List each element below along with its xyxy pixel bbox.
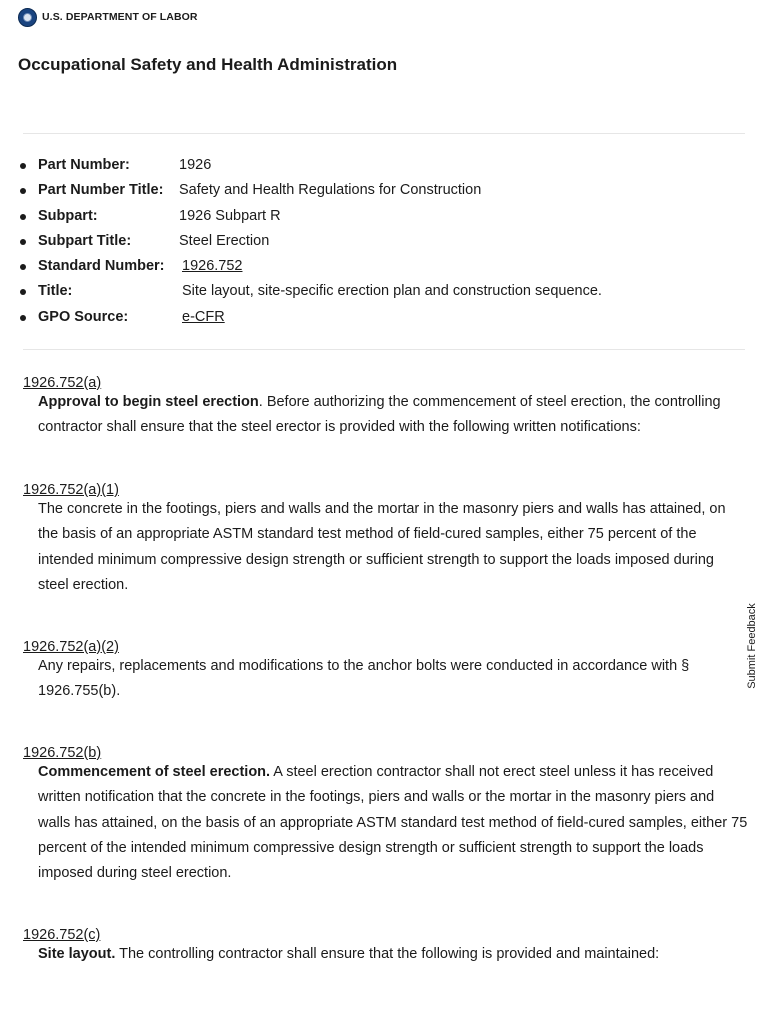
section-heading: Commencement of steel erection. bbox=[38, 764, 271, 780]
meta-label: Part Number Title: bbox=[38, 182, 164, 199]
divider-top bbox=[23, 133, 745, 134]
site-title[interactable]: Occupational Safety and Health Administration bbox=[18, 55, 398, 74]
section-text bbox=[38, 942, 748, 967]
meta-label: Standard Number: bbox=[38, 258, 165, 275]
gpo-source-link[interactable]: e-CFR bbox=[182, 308, 225, 325]
section-body: A steel erection contractor shall not erect steel unless it has received written notification that the concrete in the footings, piers and walls or the mortar in the masonry piers and walls has attained, on the basis of an appropriate ASTM standard test method of field-cured samples, either 75 percent of the intended minimum compressive design strength or sufficient strength to support the loads imposed during steel erection. bbox=[38, 764, 748, 882]
meta-label: Subpart Title: bbox=[38, 232, 132, 249]
section-anchor-link[interactable]: 1926.752(b) bbox=[23, 745, 102, 761]
meta-label: Title: bbox=[38, 283, 73, 300]
bullet bbox=[20, 264, 26, 270]
meta-value: Safety and Health Regulations for Construction bbox=[179, 182, 482, 199]
bullet bbox=[20, 289, 26, 295]
meta-value: 1926 Subpart R bbox=[179, 207, 281, 224]
divider-bottom bbox=[23, 349, 745, 350]
bullet bbox=[20, 214, 26, 220]
submit-feedback-label: Submit Feedback bbox=[746, 603, 759, 689]
meta-label: Part Number: bbox=[38, 157, 130, 173]
standard-number-link[interactable]: 1926.752 bbox=[182, 258, 243, 275]
section-text bbox=[38, 654, 748, 705]
dol-seal-icon[interactable] bbox=[18, 8, 37, 27]
section-heading: Site layout. bbox=[38, 946, 116, 962]
section-anchor-link[interactable]: 1926.752(a) bbox=[23, 375, 102, 391]
section-heading: Approval to begin steel erection bbox=[38, 394, 259, 410]
bullet bbox=[20, 315, 26, 321]
section-text bbox=[38, 497, 748, 598]
dol-header bbox=[18, 7, 198, 27]
meta-label: GPO Source: bbox=[38, 308, 129, 325]
bullet bbox=[20, 163, 26, 169]
section-body: . Before authorizing the commencement of steel erection, the controlling contractor shall ensure that the steel erector is provided with the following written notifications: bbox=[38, 394, 721, 436]
section-text bbox=[38, 760, 748, 886]
section-anchor-link[interactable]: 1926.752(a)(1) bbox=[23, 482, 119, 498]
section-body: The controlling contractor shall ensure that the following is provided and maintained: bbox=[115, 946, 660, 962]
meta-value: Steel Erection bbox=[179, 232, 270, 249]
section-anchor-link[interactable]: 1926.752(a)(2) bbox=[23, 639, 119, 655]
meta-label: Subpart: bbox=[38, 207, 98, 224]
submit-feedback-button[interactable] bbox=[739, 603, 765, 689]
section-anchor-link[interactable]: 1926.752(c) bbox=[23, 927, 101, 943]
meta-value: Site layout, site-specific erection plan and construction sequence. bbox=[182, 283, 602, 300]
bullet bbox=[20, 188, 26, 194]
section-body: The concrete in the footings, piers and walls and the mortar in the masonry piers and walls has attained, on the basis of an appropriate ASTM standard test method of field-cured samples, either 75 percent of the intended minimum compressive design strength or sufficient strength to support the loads imposed during steel erection. bbox=[38, 501, 726, 593]
section-text bbox=[38, 390, 748, 441]
agency-name[interactable]: U.S. DEPARTMENT OF LABOR bbox=[42, 11, 198, 23]
meta-value: 1926 bbox=[179, 157, 212, 173]
section-body: Any repairs, replacements and modifications to the anchor bolts were conducted in accordance with § 1926.755(b). bbox=[38, 658, 690, 700]
bullet bbox=[20, 239, 26, 245]
